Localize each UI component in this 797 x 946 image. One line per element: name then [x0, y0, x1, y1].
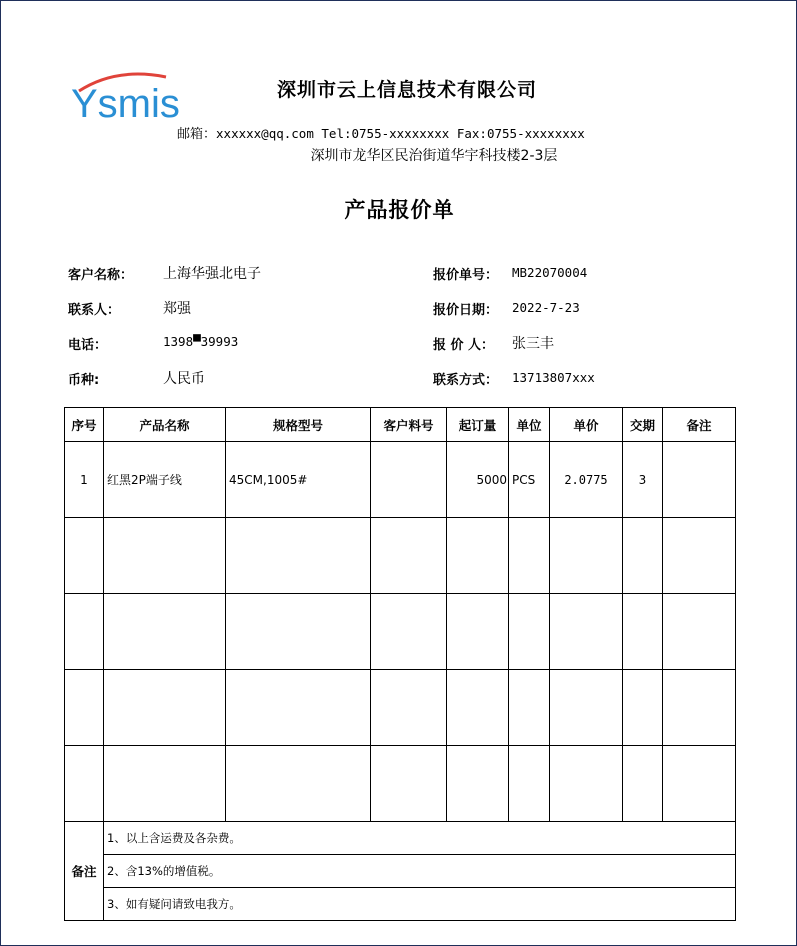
cell-remarks: [663, 594, 736, 670]
quote-no-value: MB22070004: [512, 265, 588, 280]
cell-unit: [509, 670, 550, 746]
cell-customer-part-no: [371, 594, 447, 670]
fax-value: Fax:0755-xxxxxxxx: [456, 126, 585, 141]
cell-remarks: [663, 518, 736, 594]
cell-spec: [226, 670, 371, 746]
cell-index: [65, 594, 104, 670]
quote-date-value: 2022-7-23: [512, 300, 580, 315]
contact-method-value: 13713807xxx: [512, 370, 595, 385]
table-row: [65, 670, 736, 746]
cell-index: [65, 670, 104, 746]
cell-lead-time: [623, 746, 663, 822]
contact-method-label: 联系方式：: [433, 373, 499, 388]
table-header-row: [65, 408, 736, 442]
phone-value: 1398▀39993: [163, 334, 239, 349]
cell-unit: [509, 594, 550, 670]
header-customer-part-no: 客户料号: [371, 408, 447, 442]
header-lead-time: 交期: [623, 408, 663, 442]
company-address: 深圳市龙华区民治街道华宇科技楼2-3层: [310, 148, 558, 164]
company-name: 深圳市云上信息技术有限公司: [276, 79, 537, 101]
cell-product-name: [104, 518, 226, 594]
table-row: [65, 442, 736, 518]
cell-customer-part-no: [371, 746, 447, 822]
cell-index: 1: [65, 442, 104, 518]
header-unit-price: 单价: [550, 408, 623, 442]
cell-spec: [226, 746, 371, 822]
cell-spec: [226, 518, 371, 594]
cell-remarks: [663, 442, 736, 518]
phone-label: 电话：: [68, 338, 108, 353]
cell-product-name: 红黑2P端子线: [104, 442, 226, 518]
cell-customer-part-no: [371, 670, 447, 746]
cell-index: [65, 518, 104, 594]
quote-date-label: 报价日期：: [433, 303, 499, 318]
note-item: 1、以上含运费及各杂费。: [104, 822, 736, 855]
cell-moq: [447, 594, 509, 670]
header-spec: 规格型号: [226, 408, 371, 442]
cell-product-name: [104, 594, 226, 670]
customer-label: 客户名称：: [68, 268, 134, 283]
cell-lead-time: 3: [623, 442, 663, 518]
header-product-name: 产品名称: [104, 408, 226, 442]
quoter-value: 张三丰: [512, 336, 554, 352]
cell-moq: 5000: [447, 442, 509, 518]
notes-row: [65, 888, 736, 921]
cell-remarks: [663, 746, 736, 822]
note-item: 3、如有疑问请致电我方。: [104, 888, 736, 921]
cell-remarks: [663, 670, 736, 746]
quoter-label: 报 价 人：: [433, 338, 495, 353]
cell-unit-price: [550, 746, 623, 822]
cell-moq: [447, 518, 509, 594]
cell-moq: [447, 746, 509, 822]
tel-value: Tel:0755-xxxxxxxx: [321, 126, 450, 141]
table-row: [65, 518, 736, 594]
document-title: 产品报价单: [344, 197, 455, 222]
cell-customer-part-no: [371, 518, 447, 594]
cell-spec: [226, 594, 371, 670]
cell-product-name: [104, 746, 226, 822]
header-unit: 单位: [509, 408, 550, 442]
header-moq: 起订量: [447, 408, 509, 442]
email-label: 邮箱：: [177, 127, 217, 142]
cell-unit: PCS: [509, 442, 550, 518]
cell-unit-price: [550, 518, 623, 594]
cell-lead-time: [623, 518, 663, 594]
cell-spec: 45CM,1005#: [226, 442, 371, 518]
note-item: 2、含13%的增值税。: [104, 855, 736, 888]
product-table: [64, 407, 736, 921]
cell-unit-price: [550, 670, 623, 746]
table-row: [65, 746, 736, 822]
contact-value: 郑强: [163, 301, 191, 317]
logo-text: Ysmis: [71, 82, 180, 126]
header-remarks: 备注: [663, 408, 736, 442]
cell-unit-price: [550, 594, 623, 670]
header-index: 序号: [65, 408, 104, 442]
cell-product-name: [104, 670, 226, 746]
quote-no-label: 报价单号：: [433, 268, 499, 283]
cell-index: [65, 746, 104, 822]
table-row: [65, 594, 736, 670]
notes-label: 备注: [65, 822, 104, 921]
notes-row: [65, 855, 736, 888]
contact-line: [177, 123, 585, 142]
cell-unit: [509, 746, 550, 822]
cell-moq: [447, 670, 509, 746]
cell-unit-price: 2.0775: [550, 442, 623, 518]
cell-customer-part-no: [371, 442, 447, 518]
currency-value: 人民币: [163, 371, 205, 387]
email-value: xxxxxx@qq.com: [216, 126, 314, 141]
cell-lead-time: [623, 594, 663, 670]
cell-lead-time: [623, 670, 663, 746]
cell-unit: [509, 518, 550, 594]
customer-value: 上海华强北电子: [163, 266, 261, 282]
currency-label: 币种:: [68, 373, 100, 388]
contact-label: 联系人：: [68, 303, 121, 318]
notes-row: [65, 822, 736, 855]
